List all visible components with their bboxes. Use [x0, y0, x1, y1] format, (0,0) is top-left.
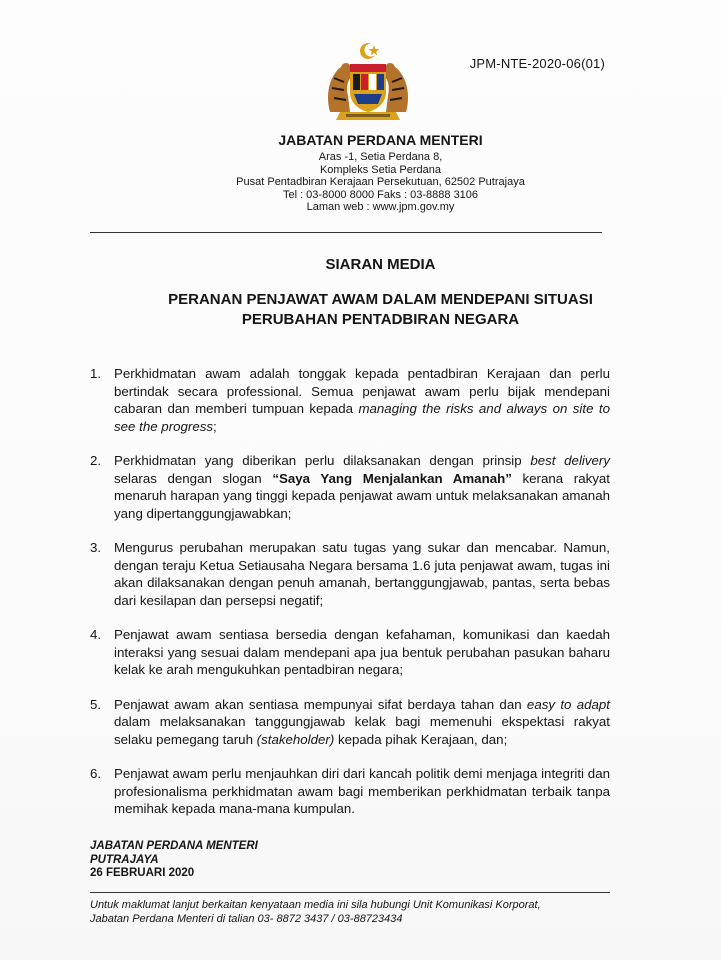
point-item — [90, 539, 610, 609]
footer-line-2: Jabatan Perdana Menteri di talian 03- 8872 3437 / 03-88723434 — [90, 913, 403, 925]
address-line-1: Aras -1, Setia Perdana 8, — [318, 151, 443, 163]
sign-off-org: JABATAN PERDANA MENTERI — [90, 840, 258, 852]
sign-off-city: PUTRAJAYA — [90, 853, 159, 866]
point-item — [90, 696, 610, 749]
point-text-bold: “Saya Yang Menjalankan Amanah” — [272, 470, 512, 486]
document-title — [40, 290, 721, 330]
address-line-2: Kompleks Setia Perdana — [319, 163, 442, 176]
malaysia-coat-of-arms-icon — [320, 42, 416, 122]
organization-name: JABATAN PERDANA MENTERI — [278, 132, 483, 148]
footer-line-1: Untuk maklumat lanjut berkaitan kenyataan media ini sila hubungi Unit Komunikasi Korporat, — [90, 899, 541, 911]
address-line-3: Pusat Pentadbiran Kerajaan Persekutuan, 62502 Putrajaya — [236, 176, 525, 189]
point-text-run: kepada pihak Kerajaan, dan; — [334, 731, 508, 747]
point-text — [114, 697, 610, 747]
document-heading: SIARAN MEDIA — [325, 256, 436, 273]
point-number: 1. — [90, 366, 102, 381]
point-text-run: kerana rakyat menaruh harapan yang tinggi kepada penjawat awam untuk melaksanakan amanah yang dipertanggungjawabkan; — [114, 470, 610, 521]
title-line-1: PERANAN PENJAWAT AWAM DALAM MENDEPANI SITUASI — [168, 291, 593, 308]
point-number: 5. — [90, 696, 102, 712]
point-text-italic: best delivery — [530, 453, 610, 468]
point-item — [90, 626, 610, 679]
sign-off-block — [90, 840, 258, 881]
point-text-italic: managing the risks and always on site to see the progress — [114, 401, 610, 434]
footer-note — [90, 898, 620, 926]
point-text-run: dalam melaksanakan tanggungjawab kelak bagi memenuhi ekspektasi rakyat selaku pemegang taruh — [114, 714, 610, 747]
title-line-2: PERUBAHAN PENTADBIRAN NEGARA — [241, 311, 520, 328]
reference-number: JPM-NTE-2020-06(01) — [469, 56, 605, 71]
point-text-run: Perkhidmatan awam adalah tonggak kepada pentadbiran Kerajaan dan perlu bertindak secara professional. Semua penjawat awam perlu bijak mendepani cabaran dan memberi tumpuan kepada — [114, 366, 610, 416]
point-text-run: ; — [213, 418, 217, 434]
point-text-run: selaras dengan slogan — [114, 470, 273, 486]
point-text — [114, 453, 610, 521]
point-item — [90, 765, 610, 818]
point-text-run: Penjawat awam akan sentiasa mempunyai sifat berdaya tahan dan — [114, 696, 527, 712]
header-divider — [90, 232, 602, 233]
point-number: 3. — [90, 540, 102, 555]
website-line: Laman web : www.jpm.gov.my — [306, 201, 455, 214]
point-text-italic: (stakeholder) — [256, 731, 335, 747]
sign-off-date: 26 FEBRUARI 2020 — [90, 867, 195, 879]
point-item — [90, 452, 610, 522]
point-item — [90, 365, 610, 435]
contact-line: Tel : 03-8000 8000 Faks : 03-8888 3106 — [282, 188, 479, 201]
point-number: 6. — [90, 766, 102, 781]
point-text-run: Penjawat awam perlu menjauhkan diri dari kancah politik demi menjaga integriti dan profesionalisma perkhidmatan awam bagi memberikan perkhidmatan terbaik tanpa memihak kepada mana-mana kumpulan. — [114, 766, 610, 816]
point-text — [114, 540, 610, 608]
points-list — [90, 365, 610, 835]
point-text-run: Mengurus perubahan merupakan satu tugas yang sukar dan mencabar. Namun, dengan teraju Ketua Setiausaha Negara bersama 1.6 juta penjawat awam, tugas ini akan dilaksanakan dengan penuh amanah, bertanggungjawab, pantas, serta bebas dari kesilapan dan persepsi negatif; — [114, 540, 610, 608]
point-number: 2. — [90, 453, 102, 468]
point-text-run: Penjawat awam sentiasa bersedia dengan kefahaman, komunikasi dan kaedah interaksi yang sesuai dalam mendepani apa jua bentuk perubahan pasukan baharu kelak ke arah mengukuhkan pentadbiran negara; — [114, 627, 610, 677]
point-text-run: Perkhidmatan yang diberikan perlu dilaksanakan dengan prinsip — [114, 453, 531, 468]
point-text-italic: easy to adapt — [526, 696, 610, 712]
point-text — [114, 366, 610, 434]
footer-divider — [90, 892, 610, 893]
point-text — [114, 766, 610, 816]
point-number: 4. — [90, 627, 102, 642]
point-text — [114, 627, 610, 677]
organization-block — [0, 132, 721, 214]
